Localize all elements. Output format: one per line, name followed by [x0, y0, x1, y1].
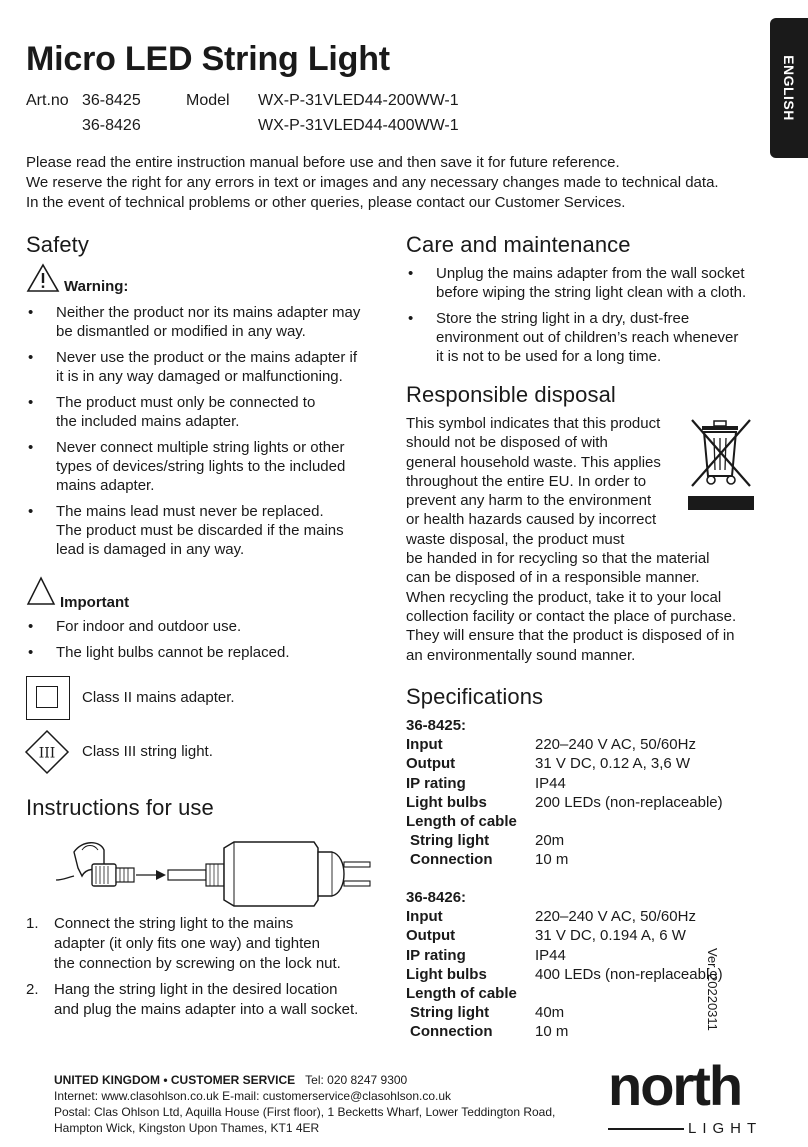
spec-key: String light	[410, 832, 490, 850]
weee-bin-icon	[688, 416, 754, 512]
footer	[54, 1072, 555, 1136]
spec-key: String light	[410, 1004, 490, 1022]
spec-value: IP44	[535, 946, 566, 964]
spec-key: Light bulbs	[406, 793, 487, 811]
intro-line: Please read the entire instruction manual before use and then save it for future reference.	[26, 154, 620, 171]
logo-rule	[608, 1128, 684, 1130]
spec-value: 220–240 V AC, 50/60Hz	[535, 736, 696, 754]
spec-model: 36-8425:	[406, 717, 467, 734]
important-heading	[26, 576, 226, 610]
caution-triangle-icon	[26, 576, 56, 606]
spec-row	[406, 984, 746, 1003]
spec-row	[406, 907, 746, 926]
spec-row	[406, 774, 746, 793]
logo-sub: LIGHT	[688, 1120, 763, 1137]
spec-value: IP44	[535, 774, 566, 792]
class-iii-icon	[24, 729, 70, 775]
care-heading: Care and maintenance	[406, 232, 631, 257]
model-value: WX-P-31VLED44-400WW-1	[258, 117, 459, 134]
spec-key: Light bulbs	[406, 965, 487, 983]
spec-block-1	[406, 716, 746, 870]
list-item: • Never use the product or the mains adapter if it is in any way damaged or malfunctioning.	[26, 348, 386, 386]
model-value: WX-P-31VLED44-200WW-1	[258, 92, 459, 109]
spec-row	[406, 831, 746, 850]
important-list	[26, 617, 386, 669]
disposal-heading: Responsible disposal	[406, 382, 616, 407]
artno-value: 36-8426	[82, 117, 141, 134]
spec-row	[406, 793, 746, 812]
spec-value: 10 m	[535, 1023, 569, 1041]
spec-key: Output	[406, 927, 456, 945]
spec-row	[406, 926, 746, 945]
list-item: 2. Hang the string light in the desired location and plug the mains adapter into a wall socket.	[26, 981, 359, 1018]
spec-value: 20m	[535, 832, 565, 850]
spec-row	[406, 946, 746, 965]
list-item: • The product must only be connected to the included mains adapter.	[26, 393, 386, 431]
spec-value: 31 V DC, 0.194 A, 6 W	[535, 927, 686, 945]
spec-key: Length of cable	[406, 812, 517, 830]
spec-row	[406, 850, 746, 869]
list-item: • Unplug the mains adapter from the wall socket before wiping the string light clean with a cloth.	[406, 264, 766, 302]
list-item: • For indoor and outdoor use.	[26, 617, 386, 636]
list-item: • The mains lead must never be replaced. The product must be discarded if the mains lead is damaged in any way.	[26, 502, 386, 559]
spec-model: 36-8426:	[406, 889, 467, 906]
spec-value: 31 V DC, 0.12 A, 3,6 W	[535, 755, 691, 773]
specs-heading: Specifications	[406, 684, 544, 709]
class-ii-label: Class II mains adapter.	[82, 689, 235, 706]
intro-line: We reserve the right for any errors in text or images and any necessary changes made to technical data.	[26, 174, 719, 191]
spec-row	[406, 735, 746, 754]
page-title: Micro LED String Light	[26, 40, 390, 78]
disposal-text: This symbol indicates that this product should not be disposed of with general household waste. This applies throughout the entire EU. In order to prevent any harm to the environment or health hazards caused by incorrect waste disposal, the product must be handed in for recycling so that the material can be disposed of in a responsible manner. When recycling the product, take it to your local collection facility or contact the place of purchase. They will ensure that the product is disposed of in an environmentally sound manner.	[406, 415, 737, 664]
class-iii-symbol: III	[38, 745, 56, 762]
list-item: • Never connect multiple string lights or other types of devices/string lights to the included mains adapter.	[26, 438, 386, 495]
class-ii-icon	[26, 676, 70, 720]
north-light-logo	[608, 1054, 763, 1140]
warning-list	[26, 303, 386, 566]
logo-word: north	[608, 1054, 742, 1117]
spec-key: Connection	[410, 851, 493, 869]
artno-label: Art.no	[26, 92, 69, 109]
spec-key: Output	[406, 755, 456, 773]
spec-block-2	[406, 888, 746, 1042]
spec-value: 40m	[535, 1004, 565, 1022]
footer-line: Hampton Wick, Kingston Upon Thames, KT1 4ER	[54, 1121, 320, 1135]
spec-key: Length of cable	[406, 984, 517, 1002]
version-label: Ver. 20220311	[705, 948, 720, 1031]
spec-row	[406, 1003, 746, 1022]
footer-line: Postal: Clas Ohlson Ltd, Aquilla House (First floor), 1 Becketts Wharf, Lower Teddington Road,	[54, 1105, 556, 1119]
spec-value: 220–240 V AC, 50/60Hz	[535, 908, 696, 926]
spec-value: 200 LEDs (non-replaceable)	[535, 793, 723, 811]
spec-key: Input	[406, 908, 443, 926]
spec-row	[406, 965, 746, 984]
list-item: 1. Connect the string light to the mains adapter (it only fits one way) and tighten the connection by screwing on the lock nut.	[26, 915, 341, 972]
safety-heading: Safety	[26, 232, 89, 257]
class-iii-label: Class III string light.	[82, 743, 213, 760]
connection-illustration	[56, 828, 386, 910]
list-item: • The light bulbs cannot be replaced.	[26, 643, 386, 662]
spec-value: 10 m	[535, 851, 569, 869]
list-item: • Neither the product nor its mains adapter may be dismantled or modified in any way.	[26, 303, 386, 341]
spec-row	[406, 1022, 746, 1041]
spec-key: IP rating	[406, 774, 466, 792]
spec-value: 400 LEDs (non-replaceable)	[535, 965, 723, 983]
spec-key: Input	[406, 736, 443, 754]
warning-label: Warning:	[64, 278, 129, 295]
important-label: Important	[60, 594, 130, 611]
intro-line: In the event of technical problems or other queries, please contact our Customer Services.	[26, 194, 626, 211]
spec-row	[406, 812, 746, 831]
instructions-list	[26, 914, 386, 1026]
list-item: • Store the string light in a dry, dust-free environment out of children’s reach whenever it is not to be used for a long time.	[406, 309, 766, 366]
intro-text	[26, 153, 766, 213]
spec-key: Connection	[410, 1023, 493, 1041]
warning-triangle-icon	[26, 263, 60, 293]
instructions-heading: Instructions for use	[26, 795, 214, 820]
model-label: Model	[186, 92, 230, 109]
language-label: ENGLISH	[781, 55, 797, 121]
footer-line: Internet: www.clasohlson.co.uk E-mail: customerservice@clasohlson.co.uk	[54, 1089, 452, 1103]
footer-line: UNITED KINGDOM • CUSTOMER SERVICE Tel: 020 8247 9300	[54, 1073, 408, 1087]
spec-key: IP rating	[406, 946, 466, 964]
spec-row	[406, 754, 746, 773]
language-tab	[770, 18, 808, 158]
artno-value: 36-8425	[82, 92, 141, 109]
care-list	[406, 264, 766, 373]
